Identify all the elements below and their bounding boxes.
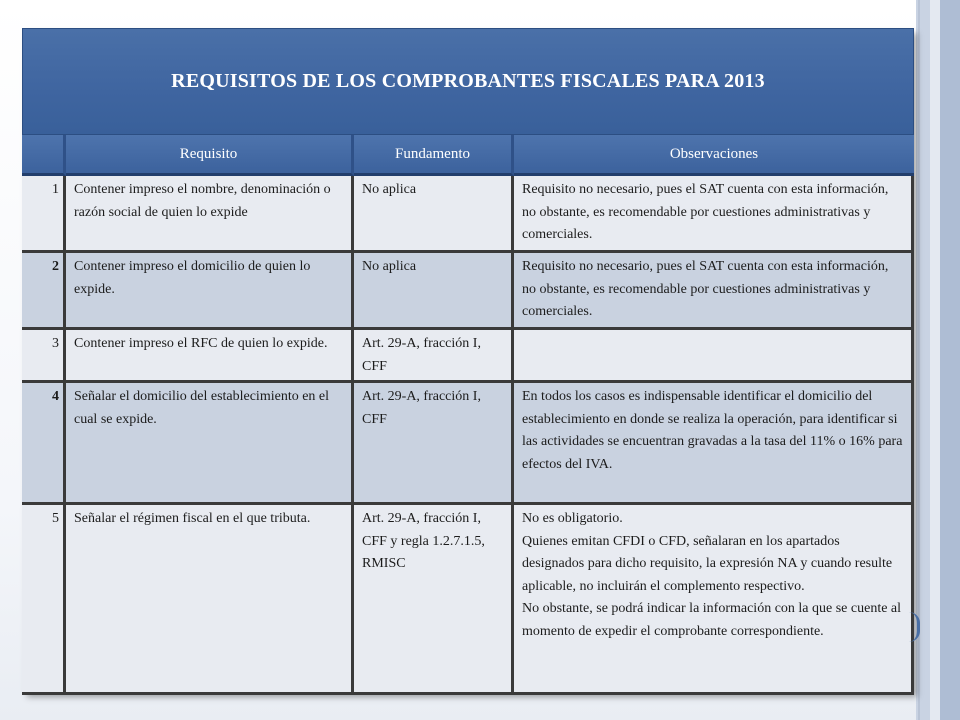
requisito-cell: Señalar el domicilio del establecimiento en el cual se expide.: [66, 383, 354, 505]
observaciones-cell: [514, 253, 914, 330]
header-num: [22, 135, 66, 176]
fundamento-cell: Art. 29-A, fracción I, CFF: [354, 330, 514, 383]
observacion-text: No es obligatorio.: [522, 511, 623, 526]
requisito-cell: Señalar el régimen fiscal en el que tributa.: [66, 505, 354, 695]
observaciones-cell: [514, 383, 914, 505]
slide-title: REQUISITOS DE LOS COMPROBANTES FISCALES PARA 2013: [171, 70, 765, 92]
fundamento-cell: Art. 29-A, fracción I, CFF: [354, 383, 514, 505]
decorative-frame-line: [918, 0, 920, 720]
table-row: [22, 505, 914, 695]
header-observaciones: Observaciones: [514, 135, 914, 176]
observacion-text: En todos los casos es indispensable identificar el domicilio del establecimiento en donde se realiza la operación, para identificar si las actividades se encuentran gravadas a la tasa del 11% o 16% para efectos del IVA.: [522, 389, 903, 472]
observacion-text: Quienes emitan CFDI o CFD, señalaran en los apartados designados para dicho requisito, la expresión NA y cuando resulte aplicable, no incluirán el complemento respectivo.: [522, 533, 893, 594]
observacion-text: Requisito no necesario, pues el SAT cuenta con esta información, no obstante, es recomendable por cuestiones administrativas y comerciales.: [522, 259, 889, 319]
table-row: [22, 176, 914, 253]
table-row: [22, 383, 914, 505]
observaciones-cell: [514, 176, 914, 253]
observacion-text: No obstante, se podrá indicar la información con la que se cuente al momento de expedir el comprobante correspondiente.: [522, 601, 902, 639]
fundamento-cell: No aplica: [354, 253, 514, 330]
observaciones-cell: [514, 330, 914, 383]
row-number: 4: [22, 383, 66, 505]
fundamento-cell: Art. 29-A, fracción I, CFF y regla 1.2.7.1.5, RMISC: [354, 505, 514, 695]
header-requisito: Requisito: [66, 135, 354, 176]
requirements-table: [22, 135, 914, 695]
decorative-side-bars: [916, 0, 960, 720]
row-number: 3: [22, 330, 66, 383]
table-row: [22, 253, 914, 330]
requisito-cell: Contener impreso el nombre, denominación o razón social de quien lo expide: [66, 176, 354, 253]
requisito-cell: Contener impreso el RFC de quien lo expide.: [66, 330, 354, 383]
table-title-row: [22, 28, 914, 135]
fundamento-cell: No aplica: [354, 176, 514, 253]
observacion-text: Requisito no necesario, pues el SAT cuenta con esta información, no obstante, es recomendable por cuestiones administrativas y comerciales.: [522, 182, 889, 242]
row-number: 2: [22, 253, 66, 330]
row-number: 1: [22, 176, 66, 253]
table-row: [22, 330, 914, 383]
observaciones-cell: [514, 505, 914, 695]
table-header-row: [22, 135, 914, 176]
requisito-cell: Contener impreso el domicilio de quien lo expide.: [66, 253, 354, 330]
row-number: 5: [22, 505, 66, 695]
header-fundamento: Fundamento: [354, 135, 514, 176]
